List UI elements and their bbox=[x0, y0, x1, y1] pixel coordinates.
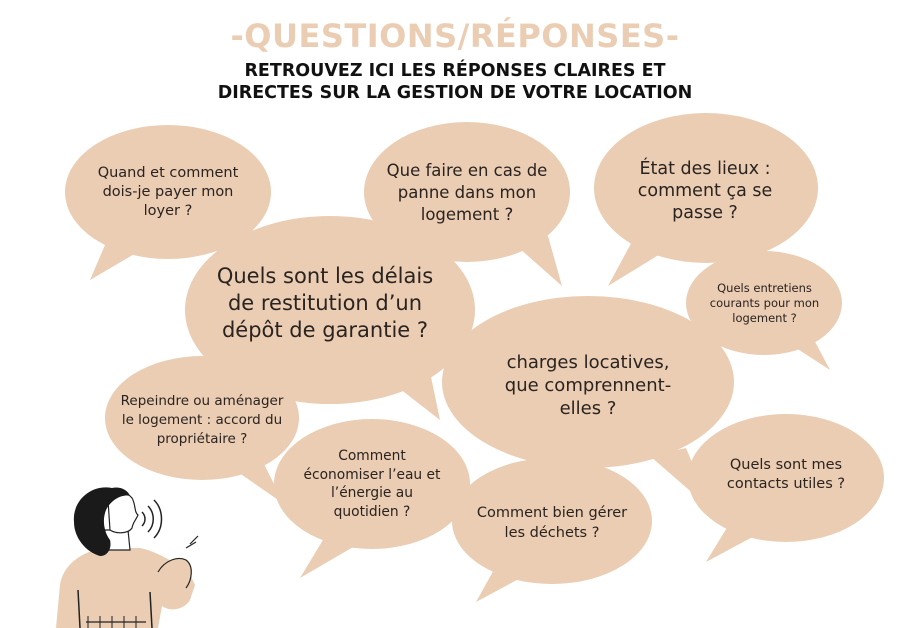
subtitle-line-1: RETROUVEZ ICI LES RÉPONSES CLAIRES ET bbox=[244, 61, 666, 81]
question-deposit[interactable]: Quels sont les délais de restitution d’un dépôt de garantie ? bbox=[216, 263, 434, 342]
question-rent[interactable]: Quand et comment dois-je payer mon loyer ? bbox=[97, 164, 239, 219]
question-charges[interactable]: Repeindre ou aménager le logement : accord du propriétaire ? bbox=[120, 392, 284, 447]
question-inventory[interactable]: État des lieux : comment ça se passe ? bbox=[637, 159, 773, 223]
question-waste[interactable]: Comment bien gérer les déchets ? bbox=[476, 505, 628, 541]
question-contacts[interactable]: Quels sont mes contacts utiles ? bbox=[726, 457, 846, 492]
question-breakdown[interactable]: Que faire en cas de panne dans mon logement ? bbox=[386, 161, 548, 224]
woman-speaking-icon bbox=[56, 487, 198, 628]
page-title: -QUESTIONS/RÉPONSES- bbox=[230, 17, 680, 55]
subtitle-line-2: DIRECTES SUR LA GESTION DE VOTRE LOCATION bbox=[217, 83, 693, 103]
question-maintenance[interactable]: Quels entretiens courants pour mon logement ? bbox=[709, 280, 820, 325]
question-savings[interactable]: Comment économiser l’eau et l’énergie au quotidien ? bbox=[303, 448, 441, 520]
question-repaint[interactable]: charges locatives, que comprennent- elles ? bbox=[504, 351, 672, 419]
